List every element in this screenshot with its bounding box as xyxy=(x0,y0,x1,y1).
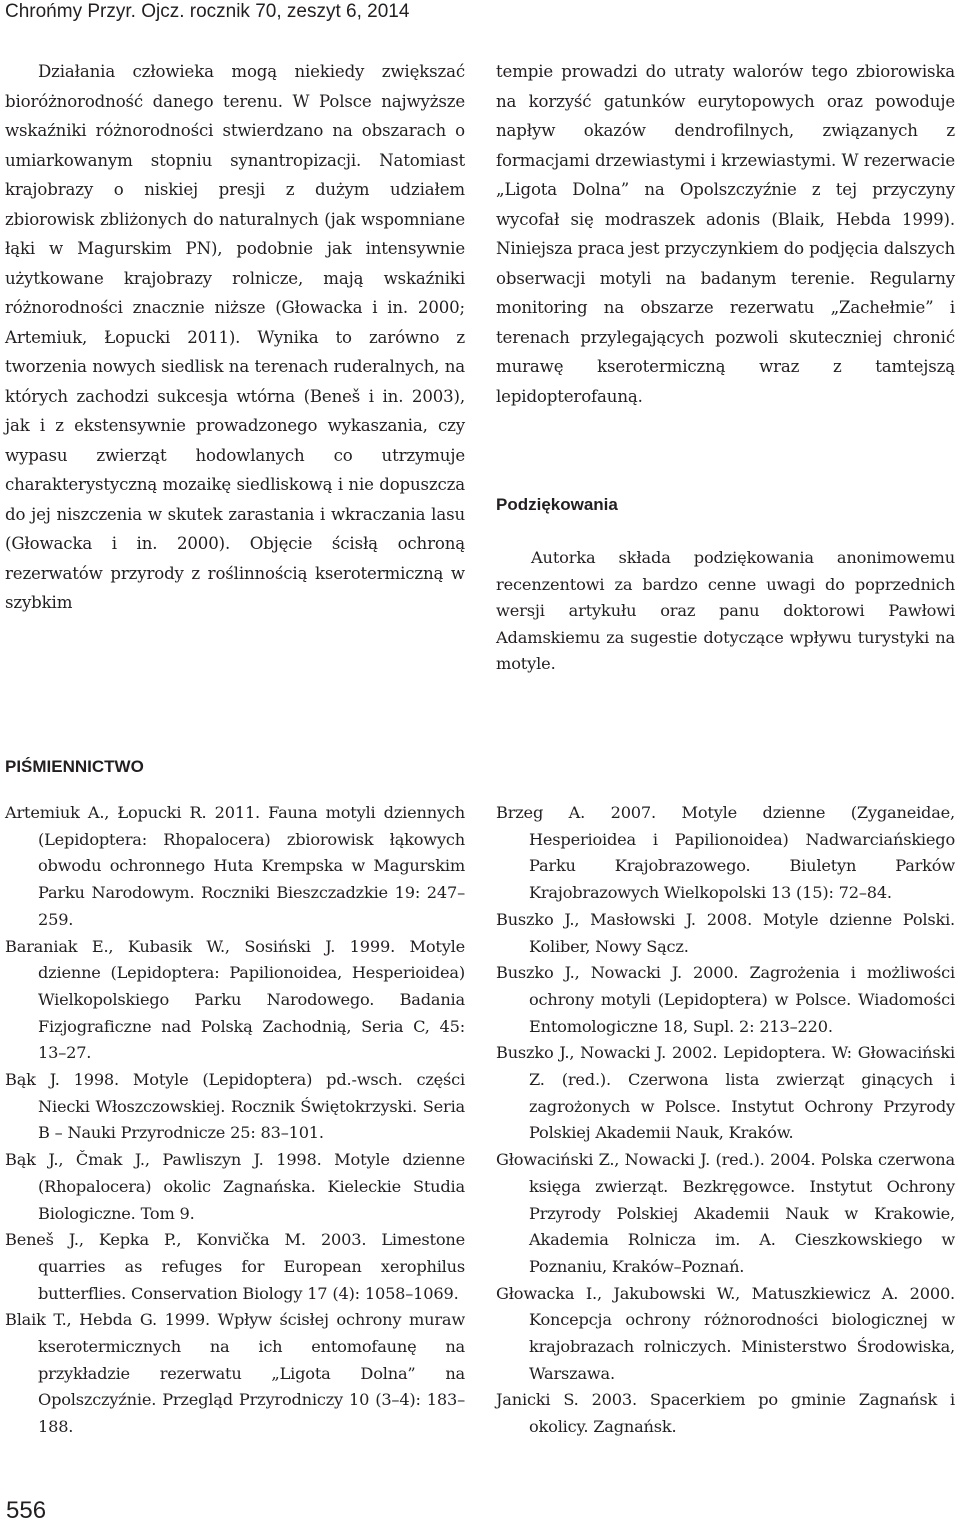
reference-item: Bąk J. 1998. Motyle (Lepidoptera) pd.-wsch. części Niecki Włoszczowskiej. Rocznik Świętokrzyski. Seria B – Nauki Przyrodnicze 25: 83–101. xyxy=(5,1070,465,1143)
reference-item: Blaik T., Hebda G. 1999. Wpływ ścisłej ochrony muraw kserotermicznych na ich entomofaunę na przykładzie rezerwatu „Ligota Dolna” na Opolszczyźnie. Przegląd Przyrodniczy 10 (3–4): 183–188. xyxy=(5,1310,465,1437)
reference-item: Buszko J., Masłowski J. 2008. Motyle dzienne Polski. Koliber, Nowy Sącz. xyxy=(496,909,955,956)
journal-header: Chrońmy Przyr. Ojcz. rocznik 70, zeszyt 6, 2014 xyxy=(5,1,410,22)
reference-item: Beneš J., Kepka P., Konvička M. 2003. Limestone quarries as refuges for European xerophilus butterflies. Conservation Biology 17 (4): 1058–1069. xyxy=(5,1230,465,1303)
references-title: PIŚMIENNICTWO xyxy=(5,757,144,776)
reference-item: Bąk J., Čmak J., Pawliszyn J. 1998. Motyle dzienne (Rhopalocera) okolic Zagnańska. Kieleckie Studia Biologiczne. Tom 9. xyxy=(5,1150,465,1223)
body-right-column xyxy=(496,57,955,411)
acknowledgements-text: Autorka składa podziękowania anonimowemu recenzentowi za bardzo cenne uwagi do poprzednich wersji artykułu oraz panu doktorowi Pawłowi Adamskiemu za sugestie dotyczące wpływu turystyki na motyle. xyxy=(496,548,955,673)
body-paragraph: Działania człowieka mogą niekiedy zwiększać bioróżnorodność danego terenu. W Polsce najwyższe wskaźniki różnorodności stwierdzano na obszarach o umiarkowanym stopniu synantropizacji. Natomiast krajobrazy o niskiej presji z dużym udziałem zbiorowisk zbliżonych do naturalnych (jak wspomniane łąki w Magurskim PN), podobnie jak intensywnie użytkowane krajobrazy rolnicze, mają wskaźniki różnorodności znacznie niższe (Głowacka i in. 2000; Artemiuk, Łopucki 2011). Wynika to zarówno z tworzenia nowych siedlisk na terenach ruderalnych, na których zachodzi sukcesja wtórna (Beneš i in. 2003), jak i z ekstensywnie prowadzonego wykaszania, czy wypasu zwierząt hodowlanych co utrzymuje charakterystyczną mozaikę siedliskową i nie dopuszcza do jej niszczenia w skutek zarastania i wkraczania lasu (Głowacka i in. 2000). Objęcie ścisłą ochroną rezerwatów przyrody z roślinnością kserotermiczną w szybkim xyxy=(5,62,465,612)
reference-item: Artemiuk A., Łopucki R. 2011. Fauna motyli dziennych (Lepidoptera: Rhopalocera) zbiorowisk łąkowych obwodu ochronnego Huta Krempska w Magurskim Parku Narodowym. Roczniki Bieszczadzkie 19: 247–259. xyxy=(5,803,465,929)
body-paragraph-continued: tempie prowadzi do utraty walorów tego zbiorowiska na korzyść gatunków eurytopowych oraz powoduje napływ okazów dendrofilnych, związanych z formacjami drzewiastymi i krzewiastymi. W rezerwacie „Ligota Dolna” na Opolszczyźnie z tej przyczyny wycofał się modraszek adonis (Blaik, Hebda 1999). Niniejsza praca jest przyczynkiem do podjęcia dalszych obserwacji motyli na badanym terenie. Regularny monitoring na obszarze rezerwatu „Zachełmie” i terenach przylegających pozwoli skuteczniej chronić murawę kserotermiczną wraz z tamtejszą lepidopterofauną. xyxy=(496,62,955,406)
reference-item: Janicki S. 2003. Spacerkiem po gminie Zagnańsk i okolicy. Zagnańsk. xyxy=(496,1390,955,1437)
reference-item: Buszko J., Nowacki J. 2002. Lepidoptera. W: Głowaciński Z. (red.). Czerwona lista zwierząt ginących i zagrożonych w Polsce. Instytut Ochrony Przyrody Polskiej Akademii Nauk, Kraków. xyxy=(496,1043,955,1143)
reference-item: Buszko J., Nowacki J. 2000. Zagrożenia i możliwości ochrony motyli (Lepidoptera) w Polsce. Wiadomości Entomologiczne 18, Supl. 2: 213–220. xyxy=(496,963,955,1036)
reference-item: Baraniak E., Kubasik W., Sosiński J. 1999. Motyle dzienne (Lepidoptera: Papilionoidea, Hesperioidea) Wielkopolskiego Parku Narodowego. Badania Fizjograficzne nad Polską Zachodnią, Seria C, 45: 13–27. xyxy=(5,936,465,1063)
references-right-column xyxy=(496,800,955,1441)
acknowledgements-title: Podziękowania xyxy=(496,495,618,514)
acknowledgements-text-block xyxy=(496,545,955,678)
reference-item: Głowacka I., Jakubowski W., Matuszkiewicz A. 2000. Koncepcja ochrony różnorodności biologicznej w krajobrazach rolniczych. Ministerstwo Środowiska, Warszawa. xyxy=(496,1283,955,1383)
page-number: 556 xyxy=(6,1497,47,1524)
body-left-column xyxy=(5,57,465,618)
references-left-column xyxy=(5,800,465,1441)
reference-item: Brzeg A. 2007. Motyle dzienne (Zyganeidae, Hesperioidea i Papilionoidea) Nadwarciańskiego Parku Krajobrazowego. Biuletyn Parków Krajobrazowych Wielkopolski 13 (15): 72–84. xyxy=(496,803,955,903)
reference-item: Głowaciński Z., Nowacki J. (red.). 2004. Polska czerwona księga zwierząt. Bezkręgowce. Instytut Ochrony Przyrody Polskiej Akademii Nauk w Krakowie, Akademia Rolnicza im. A. Cieszkowskiego w Poznaniu, Kraków–Poznań. xyxy=(496,1150,955,1276)
